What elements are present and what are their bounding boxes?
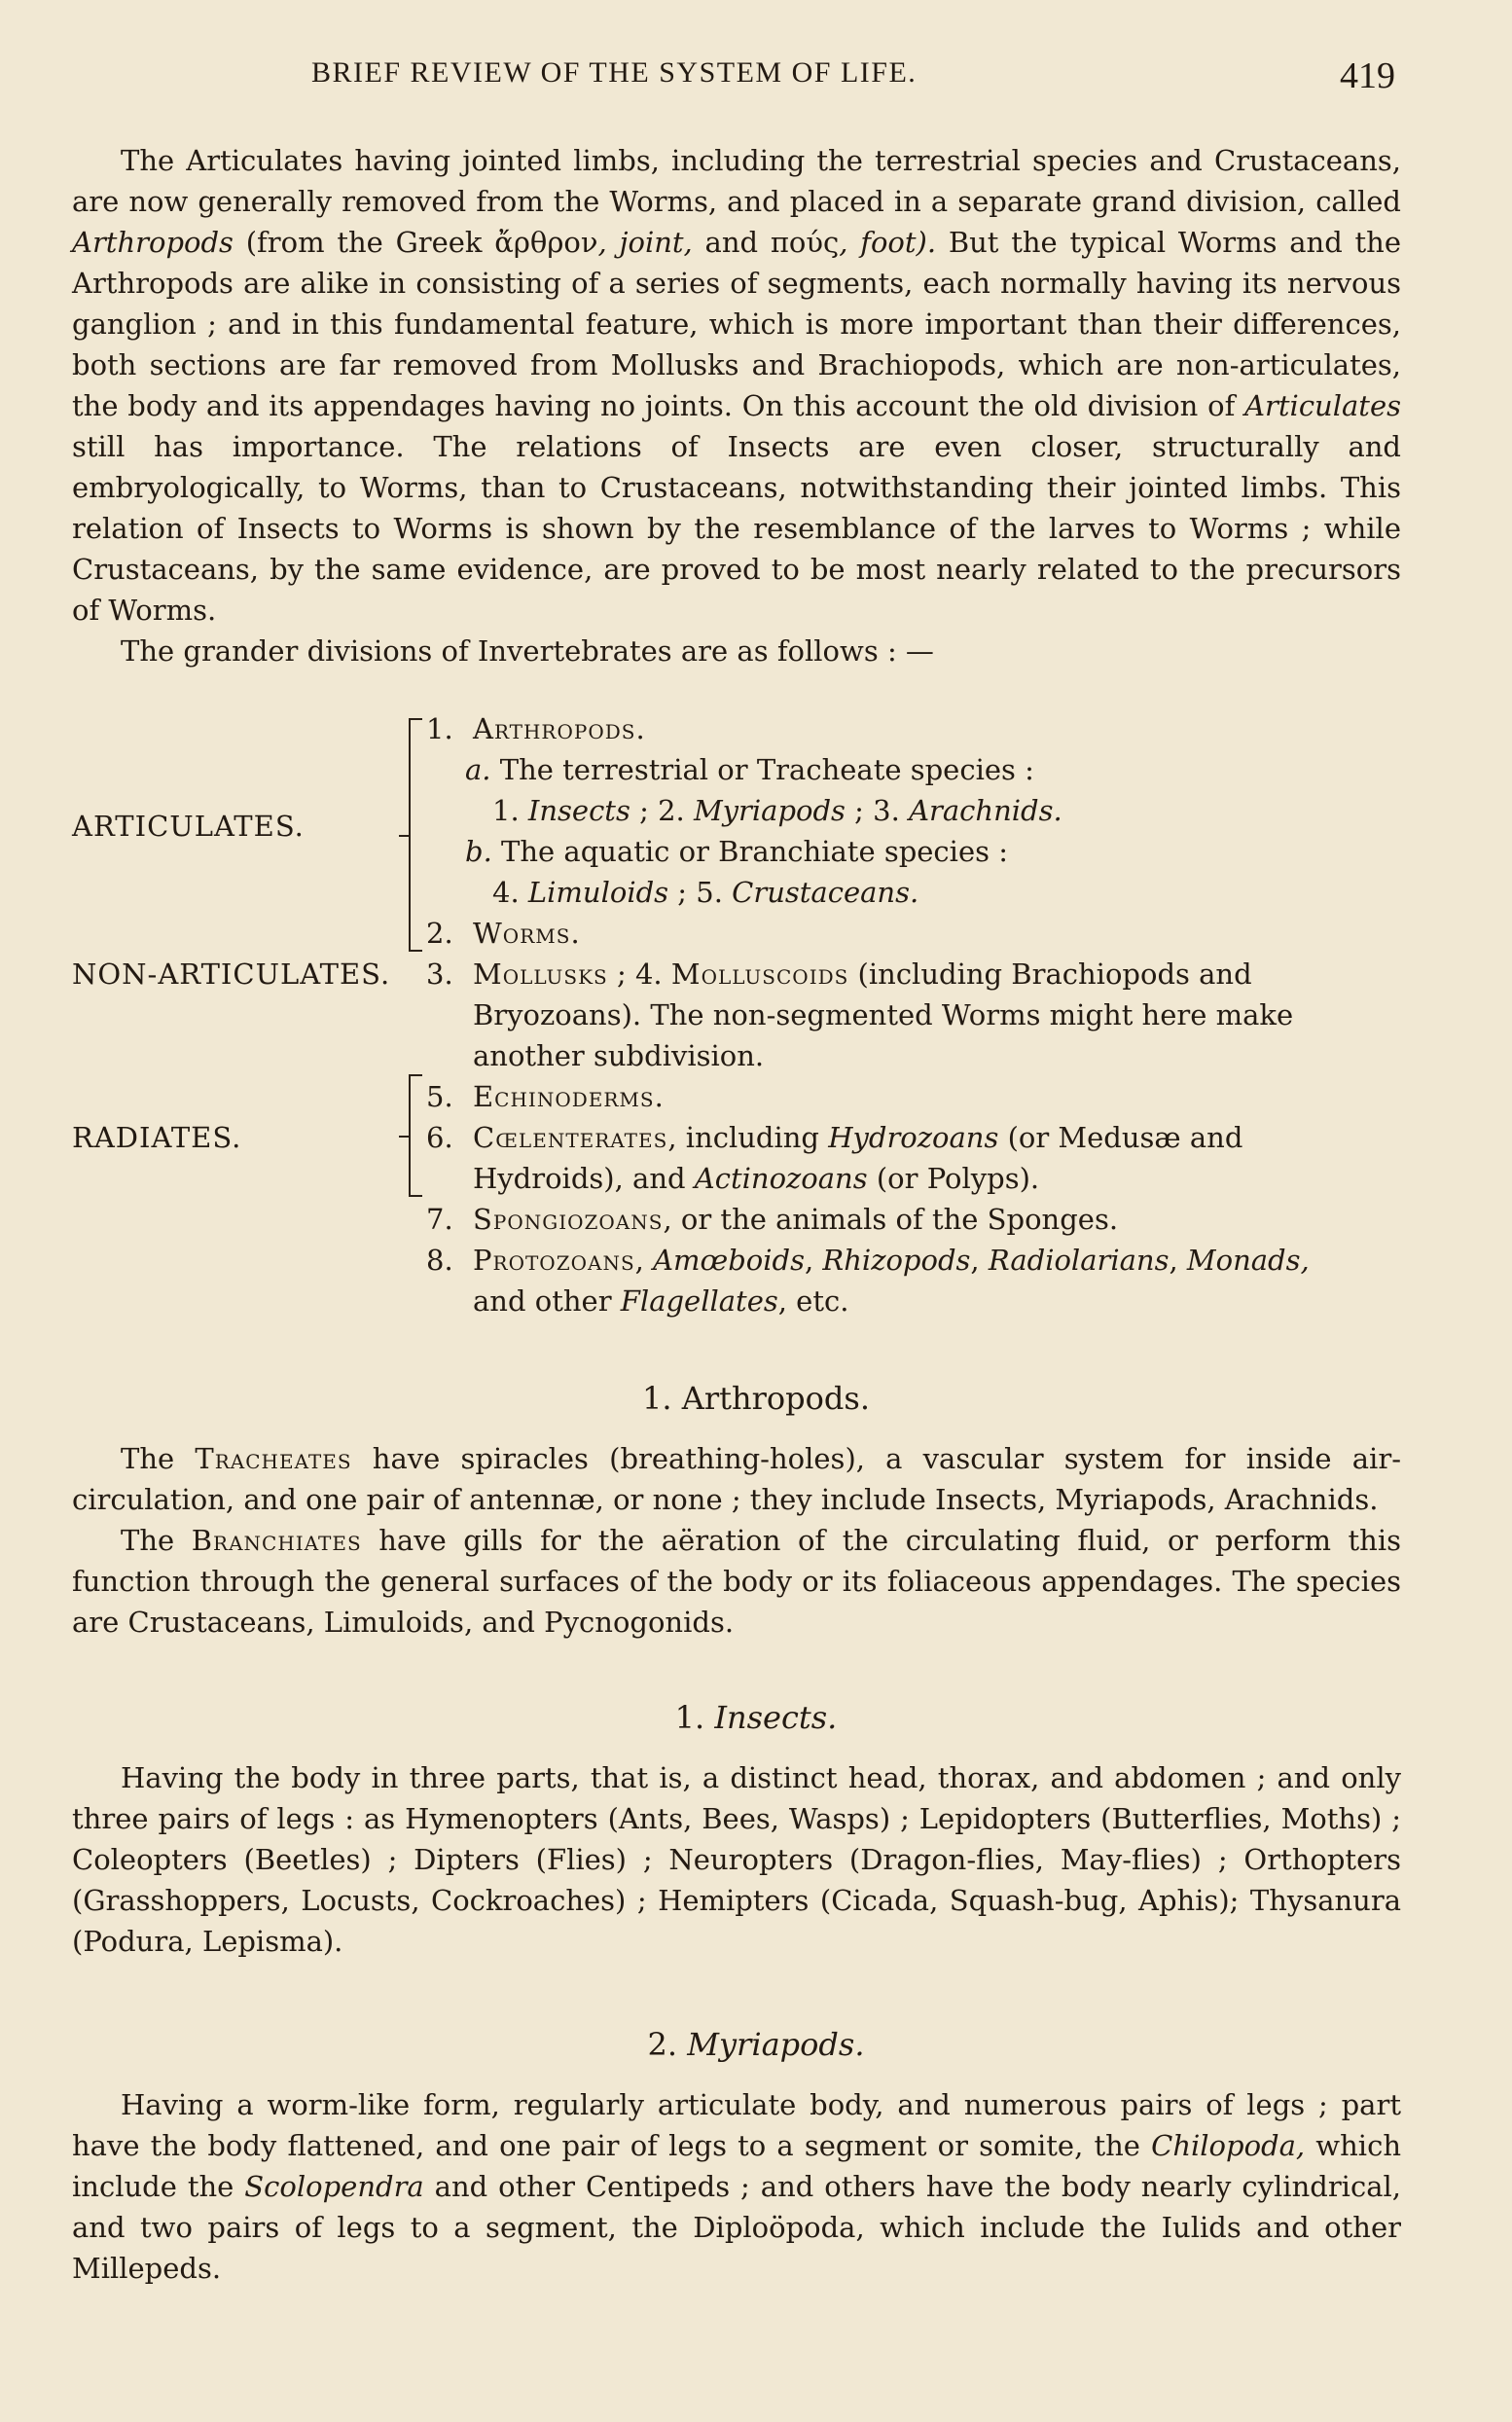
division-line (426, 1076, 665, 1117)
division-line (492, 790, 1062, 831)
term-radiolarians: Radiolarians (988, 1244, 1170, 1277)
text-run: Hydroids), and (473, 1162, 695, 1195)
item-title: Arthropods. (473, 712, 646, 745)
tracheates-paragraph (72, 1438, 1401, 1520)
division-line (426, 913, 581, 954)
item-title: Mollusks (473, 958, 608, 991)
brace-tip (399, 835, 411, 837)
item-title: Protozoans (473, 1244, 635, 1277)
item-title: Molluscoids (670, 958, 849, 991)
text-run: The Articulates having jointed limbs, including the terrestrial species and Crustaceans, are now generally removed from the Worms, and placed in a separate grand division, called (72, 144, 1401, 218)
item-letter: b. (465, 835, 492, 868)
text-run: (including Brachiopods and (848, 958, 1252, 991)
term-crustaceans: Crustaceans. (732, 876, 919, 909)
item-number: 6. (426, 1121, 453, 1154)
division-line: another subdivision. (473, 1039, 765, 1072)
item-title: Spongiozoans (473, 1203, 664, 1236)
term-branchiates: Branchiates (191, 1524, 362, 1557)
term-foot: , foot). (839, 226, 937, 259)
term-flagellates: Flagellates (620, 1284, 778, 1318)
page-number: 419 (1340, 55, 1395, 96)
division-line (492, 872, 918, 913)
item-number: 1. (426, 712, 453, 745)
text-run: , (970, 1244, 989, 1277)
text-run: , (804, 1244, 823, 1277)
section-heading-myriapods (0, 2026, 1512, 2063)
text-run: (or Polyps). (867, 1162, 1040, 1195)
term-hydrozoans: Hydrozoans (828, 1121, 999, 1154)
section-heading-insects (0, 1699, 1512, 1736)
branchiates-paragraph (72, 1520, 1401, 1643)
myriapods-paragraph (72, 2084, 1401, 2289)
group-label-non-articulates: NON-ARTICULATES. (72, 958, 391, 991)
heading-text: Insects. (714, 1699, 838, 1736)
division-line (426, 1199, 1118, 1240)
text-run: But the typical Worms and the Arthropods are alike in consisting of a series of segments, each normally having its nervous ganglion ; and in this fundamental feature, which is more important than their differences, both sections are far removed from Mollusks and Brachiopods, which are non-articulates, the body and its appendages having no joints. On this account the old division of (72, 226, 1402, 422)
text-run: , (1169, 1244, 1187, 1277)
text-run: and other Centipeds ; and others have the body nearly cylindrical, and two pairs of legs to a segment, the Diploöpoda, which include the Iulids and other Millepeds. (72, 2170, 1401, 2285)
text-run: Having a worm-like form, regularly articulate body, and numerous pairs of legs ; part have the body flattened, and one pair of legs to a segment or somite, the (72, 2088, 1401, 2162)
text-run: The (121, 1442, 196, 1475)
division-line (426, 954, 1252, 994)
text-run: , including (667, 1121, 829, 1154)
heading-number: 2. (647, 2026, 678, 2063)
insects-paragraph: Having the body in three parts, that is, a distinct head, thorax, and abdomen ; and only three pairs of legs : as Hymenopters (Ants, Bees, Wasps) ; Lepidopters (Butterflies, Moths) ; Coleopters (Beetles) ; Dipters (Flies) ; Neuropters (Dragon-flies, May-flies) ; Orthopters (Grasshoppers, Locusts, Cockroaches) ; Hemipters (Cicada, Squash-bug, Aphis); Thysanura (Podura, Lepisma). (72, 1761, 1401, 1958)
item-title: Worms. (473, 917, 581, 950)
heading-text: Myriapods. (687, 2026, 865, 2063)
term-insects: Insects (527, 794, 630, 827)
text-run: , or the animals of the Sponges. (663, 1203, 1119, 1236)
brace-radiates (409, 1074, 411, 1197)
text-run: still has importance. The relations of Insects are even closer, structurally and embryologically, to Worms, than to Crustaceans, notwithstanding their jointed limbs. This relation of Insects to Worms is shown by the resemblance of the larves to Worms ; while Crustaceans, by the same evidence, are proved to be most nearly related to the precursors of Worms. (72, 430, 1401, 627)
text-run: and (692, 226, 771, 259)
item-number: 8. (426, 1244, 453, 1277)
text-run: which include the (72, 2129, 1401, 2203)
division-line (426, 1117, 1242, 1158)
text-run: ; 4. (607, 958, 671, 991)
division-line: Bryozoans). The non-segmented Worms might here make (473, 998, 1294, 1031)
item-number: 2. (426, 917, 453, 950)
term-actinozoans: Actinozoans (694, 1162, 868, 1195)
term-rhizopods: Rhizopods (822, 1244, 971, 1277)
term-articulates: Articulates (1244, 389, 1401, 422)
term-arachnids: Arachnids. (909, 794, 1062, 827)
item-letter: a. (465, 753, 491, 786)
item-number: 5. (426, 1080, 453, 1113)
term-arthropods: Arthropods (72, 226, 234, 259)
division-line (465, 749, 1034, 790)
group-label-radiates: RADIATES. (72, 1121, 242, 1154)
text-run: ; 5. (668, 876, 733, 909)
division-line (465, 831, 1008, 872)
text-run: , (634, 1244, 654, 1277)
text-run: ; 2. (630, 794, 694, 827)
text-run: (or Medusæ and (998, 1121, 1243, 1154)
term-monads: Monads, (1186, 1244, 1310, 1277)
term-myriapods: Myriapods (693, 794, 846, 827)
text-run: , etc. (777, 1284, 849, 1318)
text-run: 1. (492, 794, 528, 827)
term-amoeboids: Amœboids (653, 1244, 805, 1277)
text-run: (from the Greek (233, 226, 495, 259)
running-head: BRIEF REVIEW OF THE SYSTEM OF LIFE. (311, 56, 918, 89)
term-chilopoda: Chilopoda, (1151, 2129, 1306, 2162)
text-run: have spiracles (breathing-holes), a vascular system for inside air-circulation, and one pair of antennæ, or none ; they include Insects, Myriapods, Arachnids. (72, 1442, 1401, 1516)
item-title: Echinoderms. (473, 1080, 665, 1113)
item-text: The aquatic or Branchiate species : (501, 835, 1008, 868)
item-title: Cœlenterates (473, 1121, 668, 1154)
division-line (473, 1158, 1039, 1199)
intro-text (72, 140, 1401, 671)
text-run: 4. (492, 876, 528, 909)
text-run: The (121, 1524, 192, 1557)
section-myriapods-text (72, 2084, 1401, 2289)
page-header (0, 56, 1512, 101)
term-joint: , joint, (597, 226, 693, 259)
greek-word: πούς (770, 226, 840, 259)
term-scolopendra: Scolopendra (244, 2170, 424, 2203)
intro-lead-in: The grander divisions of Invertebrates are as follows : — (121, 634, 934, 668)
section-arthropods-text (72, 1438, 1401, 1643)
greek-word: ἄρθρον (494, 226, 598, 259)
text-run: have gills for the aëration of the circulating fluid, or perform this function through the general surfaces of the body or its foliaceous appendages. The species are Crustaceans, Limuloids, and Pycnogonids. (72, 1524, 1401, 1639)
term-tracheates: Tracheates (195, 1442, 352, 1475)
section-heading-arthropods: 1. Arthropods. (642, 1380, 870, 1417)
term-limuloids: Limuloids (527, 876, 669, 909)
brace-tip (399, 1136, 411, 1138)
item-number: 3. (426, 958, 453, 991)
brace-articulates (409, 718, 411, 952)
divisions-outline (72, 708, 1401, 1331)
item-text: The terrestrial or Tracheate species : (499, 753, 1034, 786)
heading-number: 1. (674, 1699, 705, 1736)
section-insects-text (72, 1757, 1401, 1962)
item-number: 7. (426, 1203, 453, 1236)
division-line (426, 708, 646, 749)
text-run: ; 3. (845, 794, 910, 827)
intro-paragraph (72, 140, 1401, 631)
text-run: and other (473, 1284, 621, 1318)
group-label-articulates: ARTICULATES. (72, 810, 305, 843)
division-line (426, 1240, 1310, 1281)
division-line (473, 1281, 848, 1321)
